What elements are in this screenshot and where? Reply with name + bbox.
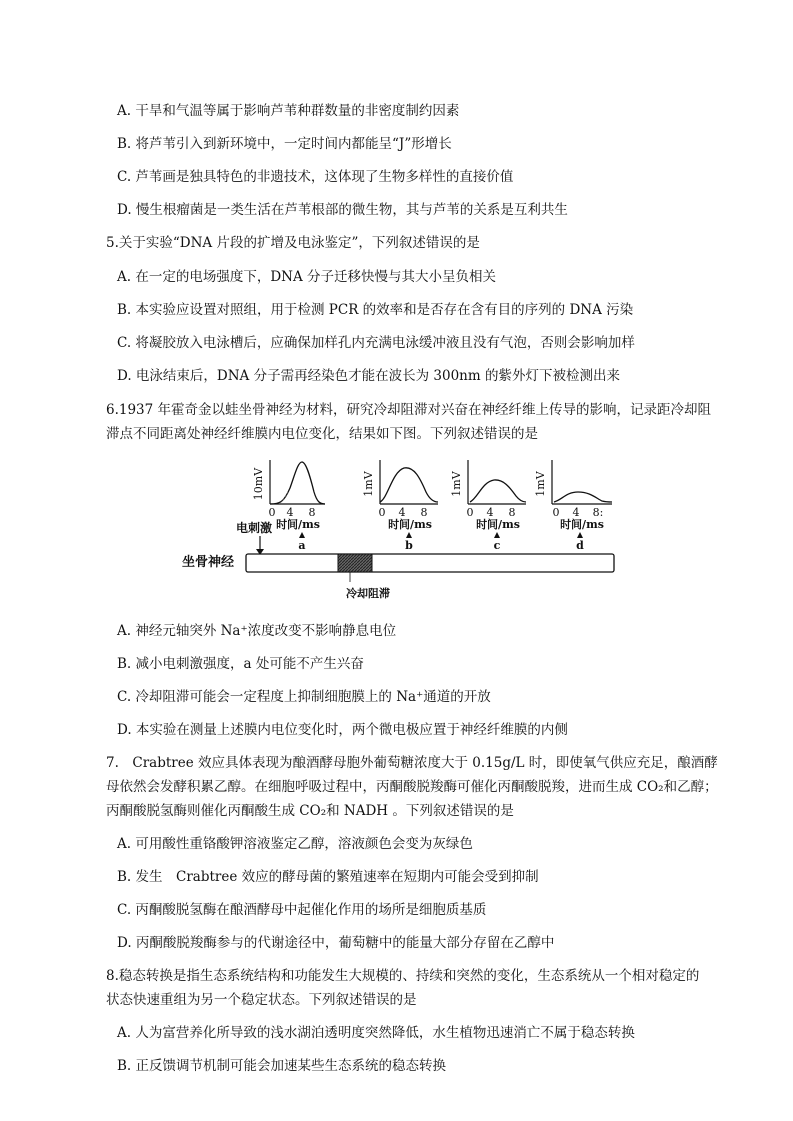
- q8-option-b: B. 正反馈调节机制可能会加速某些生态系统的稳态转换: [117, 1058, 447, 1074]
- block-label: 冷却阻滞: [346, 587, 390, 600]
- panel-a-xlabel: 时间/ms: [276, 518, 320, 531]
- point-marker-d: [576, 532, 584, 552]
- q5-option-c: C. 将凝胶放入电泳槽后，应确保加样孔内充满电泳缓冲液且没有气泡，否则会影响加样: [117, 335, 635, 351]
- panel-d: [534, 460, 612, 531]
- q6-option-b: B. 减小电刺激强度，a 处可能不产生兴奋: [117, 656, 364, 672]
- q6-option-a: A. 神经元轴突外 Na⁺浓度改变不影响静息电位: [117, 623, 397, 639]
- panel-a-ylabel: 10mV: [252, 467, 265, 501]
- panel-b-xtick-4: 4: [398, 506, 406, 519]
- q4-option-a: A. 干旱和气温等属于影响芦苇种群数量的非密度制约因素: [117, 103, 460, 119]
- panel-a-xtick-8: 8: [308, 506, 316, 519]
- q5-option-a: A. 在一定的电场强度下，DNA 分子迁移快慢与其大小呈负相关: [117, 269, 497, 285]
- point-a-label: a: [298, 539, 306, 552]
- stim-label: 电刺激: [236, 521, 273, 535]
- q7-option-c: C. 丙酮酸脱氢酶在酿酒酵母中起催化作用的场所是细胞质基质: [117, 902, 487, 918]
- panel-a-xtick-0: 0: [268, 506, 276, 519]
- q8-option-a: A. 人为富营养化所导致的浅水湖泊透明度突然降低，水生植物迅速消亡不属于稳态转换: [117, 1025, 635, 1041]
- point-c-label: c: [493, 539, 501, 552]
- panel-d-xlabel: 时间/ms: [560, 518, 604, 531]
- panel-c-curve: [470, 480, 526, 502]
- panel-a-xtick-4: 4: [286, 506, 294, 519]
- panel-c-ylabel: 1mV: [450, 471, 463, 497]
- q6-option-c: C. 冷却阻滞可能会一定程度上抑制细胞膜上的 Na⁺通道的开放: [117, 689, 491, 705]
- q7-stem-line-1: 7. Crabtree 效应具体表现为酿酒酵母胞外葡萄糖浓度大于 0.15g/L 时，即使氧气供应充足，酿酒酵: [106, 755, 718, 771]
- q6-stem-line-1: 6.1937 年霍奇金以蛙坐骨神经为材料，研究冷却阻滞对兴奋在神经纤维上传导的影响，记录距冷却阻: [106, 402, 712, 418]
- q6-option-d: D. 本实验在测量上述膜内电位变化时，两个微电极应置于神经纤维膜的内侧: [117, 722, 568, 738]
- panel-c: [450, 460, 526, 531]
- panel-a-curve: [270, 462, 325, 504]
- point-marker-a: [298, 532, 305, 552]
- point-d-arrow: [577, 532, 583, 538]
- point-c-arrow: [494, 532, 500, 538]
- nerve-label: 坐骨神经: [182, 555, 235, 570]
- panel-c-xlabel: 时间/ms: [476, 518, 520, 531]
- panel-b-ylabel: 1mV: [362, 471, 375, 497]
- panel-d-curve: [554, 492, 612, 502]
- panel-b-xtick-8: 8: [420, 506, 428, 519]
- panel-b-xtick-0: 0: [378, 506, 386, 519]
- panel-b-curve: [380, 468, 438, 502]
- panel-c-xtick-4: 4: [486, 506, 494, 519]
- nerve-potential-figure: [180, 452, 620, 612]
- q4-option-b: B. 将芦苇引入到新环境中，一定时间内都能呈“J”形增长: [117, 136, 452, 152]
- q7-option-d: D. 丙酮酸脱羧酶参与的代谢途径中，葡萄糖中的能量大部分存留在乙醇中: [117, 935, 555, 951]
- panel-d-ylabel: 1mV: [534, 471, 547, 497]
- point-b-label: b: [405, 539, 413, 552]
- point-b-arrow: [406, 532, 412, 538]
- q7-stem-line-3: 丙酮酸脱氢酶则催化丙酮酸生成 CO₂和 NADH 。下列叙述错误的是: [106, 803, 514, 819]
- q5-stem: 5.关于实验“DNA 片段的扩增及电泳鉴定”，下列叙述错误的是: [106, 235, 480, 251]
- q8-stem-line-1: 8.稳态转换是指生态系统结构和功能发生大规模的、持续和突然的变化，生态系统从一个相对稳定的: [106, 968, 700, 984]
- nerve-fiber: [246, 554, 614, 572]
- panel-b-xlabel: 时间/ms: [388, 518, 432, 531]
- point-marker-b: [405, 532, 413, 552]
- panel-b: [362, 460, 438, 531]
- panel-d-xtick-8: 8:: [592, 506, 604, 519]
- point-d-label: d: [576, 539, 584, 552]
- panel-c-xtick-8: 8: [508, 506, 516, 519]
- q6-stem-line-2: 滞点不同距离处神经纤维膜内电位变化，结果如下图。下列叙述错误的是: [106, 426, 538, 442]
- q7-stem-line-2: 母依然会发酵积累乙醇。在细胞呼吸过程中，丙酮酸脱羧酶可催化丙酮酸脱羧，进而生成 CO₂和乙醇；: [106, 779, 718, 795]
- q8-stem-line-2: 状态快速重组为另一个稳定状态。下列叙述错误的是: [106, 992, 417, 1008]
- q4-option-d: D. 慢生根瘤菌是一类生活在芦苇根部的微生物，其与芦苇的关系是互利共生: [117, 202, 568, 218]
- cooling-block: [338, 554, 372, 572]
- q5-option-b: B. 本实验应设置对照组，用于检测 PCR 的效率和是否存在含有目的序列的 DNA 污染: [117, 302, 634, 318]
- panel-d-xtick-0: 0: [552, 506, 560, 519]
- q7-option-b: B. 发生 Crabtree 效应的酵母菌的繁殖速率在短期内可能会受到抑制: [117, 869, 539, 885]
- q7-option-a: A. 可用酸性重铬酸钾溶液鉴定乙醇，溶液颜色会变为灰绿色: [117, 836, 473, 852]
- point-a-arrow: [299, 532, 305, 538]
- figure-svg: [180, 452, 620, 612]
- panel-c-xtick-0: 0: [466, 506, 474, 519]
- q4-option-c: C. 芦苇画是独具特色的非遗技术，这体现了生物多样性的直接价值: [117, 169, 514, 185]
- q5-option-d: D. 电泳结束后，DNA 分子需再经染色才能在波长为 300nm 的紫外灯下被检测出来: [117, 368, 620, 384]
- point-marker-c: [494, 532, 501, 552]
- panel-d-xtick-4: 4: [572, 506, 580, 519]
